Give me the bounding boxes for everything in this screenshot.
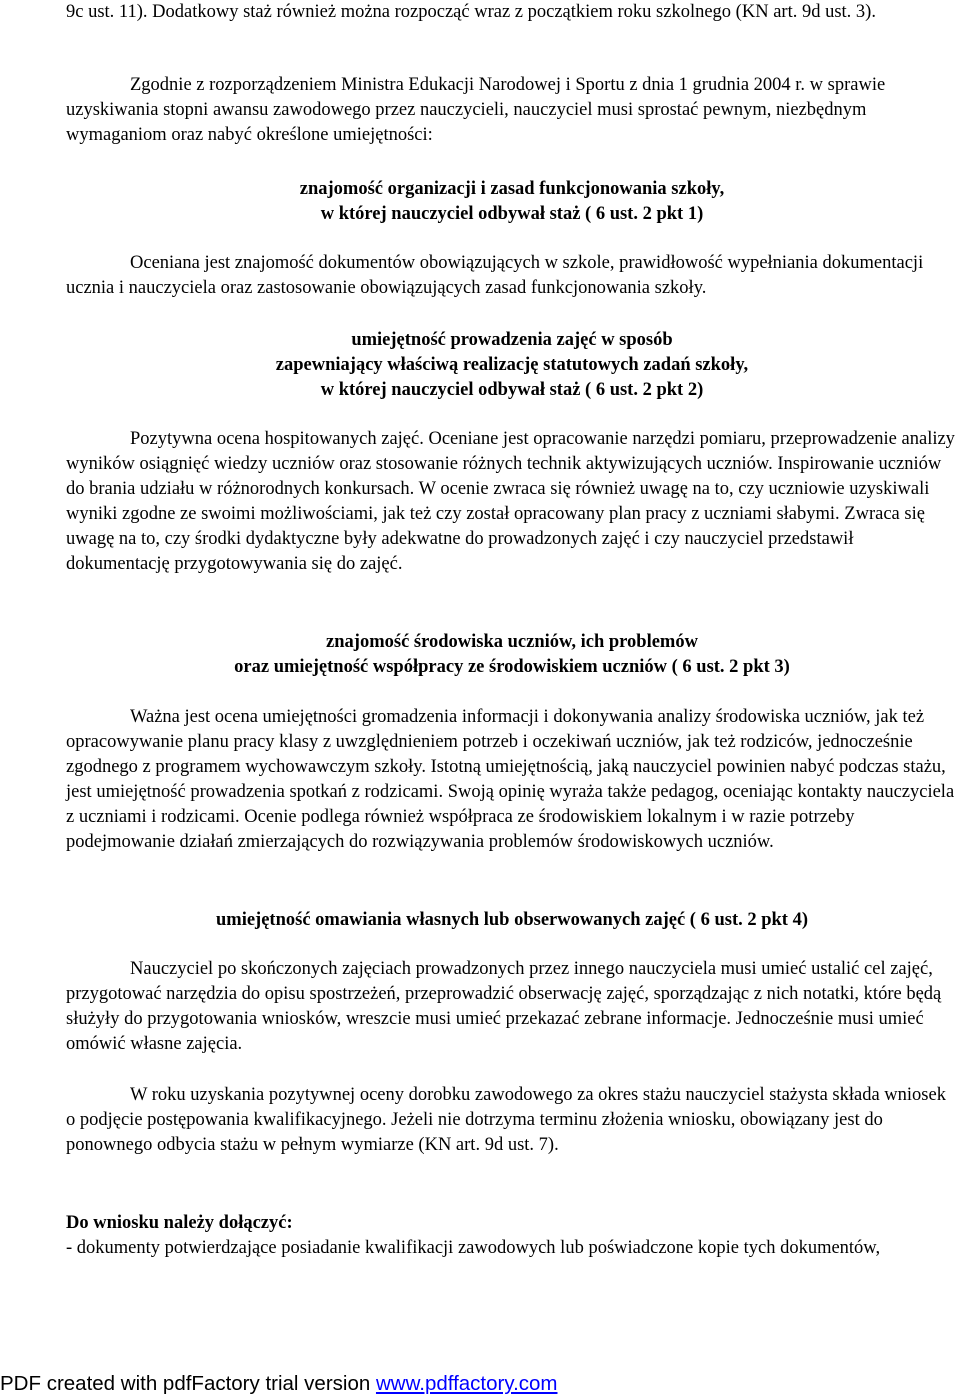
section-heading-line: znajomość środowiska uczniów, ich problemów [326, 632, 698, 652]
section-heading-line: znajomość organizacji i zasad funkcjonowania szkoły, [299, 179, 725, 199]
section-3-heading [66, 630, 958, 680]
section-1-heading [66, 177, 958, 227]
section-heading-line: w której nauczyciel odbywał staż ( 6 ust. 2 pkt 1) [320, 204, 704, 224]
attachments-item: - dokumenty potwierdzające posiadanie kwalifikacji zawodowych lub poświadczone kopie tych dokumentów, [66, 1238, 881, 1258]
intro-paragraph: Zgodnie z rozporządzeniem Ministra Edukacji Narodowej i Sportu z dnia 1 grudnia 2004 r. w sprawie uzyskiwania stopni awansu zawodowego przez nauczycieli, nauczyciel musi sprostać pewnym, niezbędnym wymaganiom oraz nabyć określone umiejętności: [66, 75, 886, 145]
section-1-body: Oceniana jest znajomość dokumentów obowiązujących w szkole, prawidłowość wypełniania dokumentacji ucznia i nauczyciela oraz zastosowanie obowiązujących zasad funkcjonowania szkoły. [66, 253, 924, 298]
section-heading-line: umiejętność omawiania własnych lub obserwowanych zajęć ( 6 ust. 2 pkt 4) [216, 910, 808, 930]
footer-prefix: PDF created with pdfFactory trial version [0, 1372, 376, 1395]
section-2-body: Pozytywna ocena hospitowanych zajęć. Oceniane jest opracowanie narzędzi pomiaru, przeprowadzenie analizy wyników osiągnięć wiedzy uczniów oraz stosowanie różnych technik aktywizujących uczniów. Inspirowanie uczniów do brania udziału w różnorodnych konkursach. W ocenie zwraca się również uwagę na to, czy uczniowie uzyskiwali wyniki zgodne ze swoimi możliwościami, jak też czy został opracowany plan pracy z uczniami słabymi. Zwraca się uwagę na to, czy środki dydaktyczne były adekwatne do prowadzonych zajęć i czy nauczyciel przedstawił dokumentację przygotowywania się do zajęć. [66, 429, 955, 574]
closing-paragraph: W roku uzyskania pozytywnej oceny dorobku zawodowego za okres stażu nauczyciel stażysta składa wniosek o podjęcie postępowania kwalifikacyjnego. Jeżeli nie dotrzyma terminu złożenia wniosku, obowiązany jest do ponownego odbycia stażu w pełnym wymiarze (KN art. 9d ust. 7). [66, 1085, 946, 1155]
intro-fragment: 9c ust. 11). Dodatkowy staż również można rozpocząć wraz z początkiem roku szkolnego (KN art. 9d ust. 3). [66, 2, 876, 22]
section-3-body: Ważna jest ocena umiejętności gromadzenia informacji i dokonywania analizy środowiska uczniów, jak też opracowywanie planu pracy klasy z uwzględnieniem potrzeb i oczekiwań uczniów, jak też rodziców, jednocześnie zgodnego z programem wychowawczym szkoły. Istotną umiejętnością, jaką nauczyciel powinien nabyć podczas stażu, jest umiejętność prowadzenia spotkań z rodzicami. Swoją opinię wyraża także pedagog, oceniając kontakty nauczyciela z uczniami i rodzicami. Ocenie podlega również współpraca ze środowiskiem lokalnym i w razie potrzeby podejmowanie działań zmierzających do rozwiązywania problemów środowiskowych uczniów. [66, 707, 955, 852]
pdffactory-link[interactable]: www.pdffactory.com [375, 1372, 558, 1395]
pdffactory-footer [0, 1370, 558, 1398]
section-heading-line: zapewniający właściwą realizację statutowych zadań szkoły, [275, 355, 749, 375]
section-4-body: Nauczyciel po skończonych zajęciach prowadzonych przez innego nauczyciela musi umieć ustalić cel zajęć, przygotować narzędzia do opisu spostrzeżeń, przeprowadzić obserwację zajęć, sporządzając z nich notatki, które będą służyły do przygotowania wniosków, wreszcie musi umieć przekazać zebrane informacje. Jednocześnie musi umieć omówić własne zajęcia. [66, 959, 942, 1054]
section-4-heading [66, 908, 958, 933]
section-2-heading [66, 328, 958, 403]
section-heading-line: umiejętność prowadzenia zajęć w sposób [351, 330, 673, 350]
section-heading-line: w której nauczyciel odbywał staż ( 6 ust. 2 pkt 2) [320, 380, 704, 400]
attachments-heading: Do wniosku należy dołączyć: [66, 1213, 293, 1233]
section-heading-line: oraz umiejętność współpracy ze środowiskiem uczniów ( 6 ust. 2 pkt 3) [234, 657, 790, 677]
